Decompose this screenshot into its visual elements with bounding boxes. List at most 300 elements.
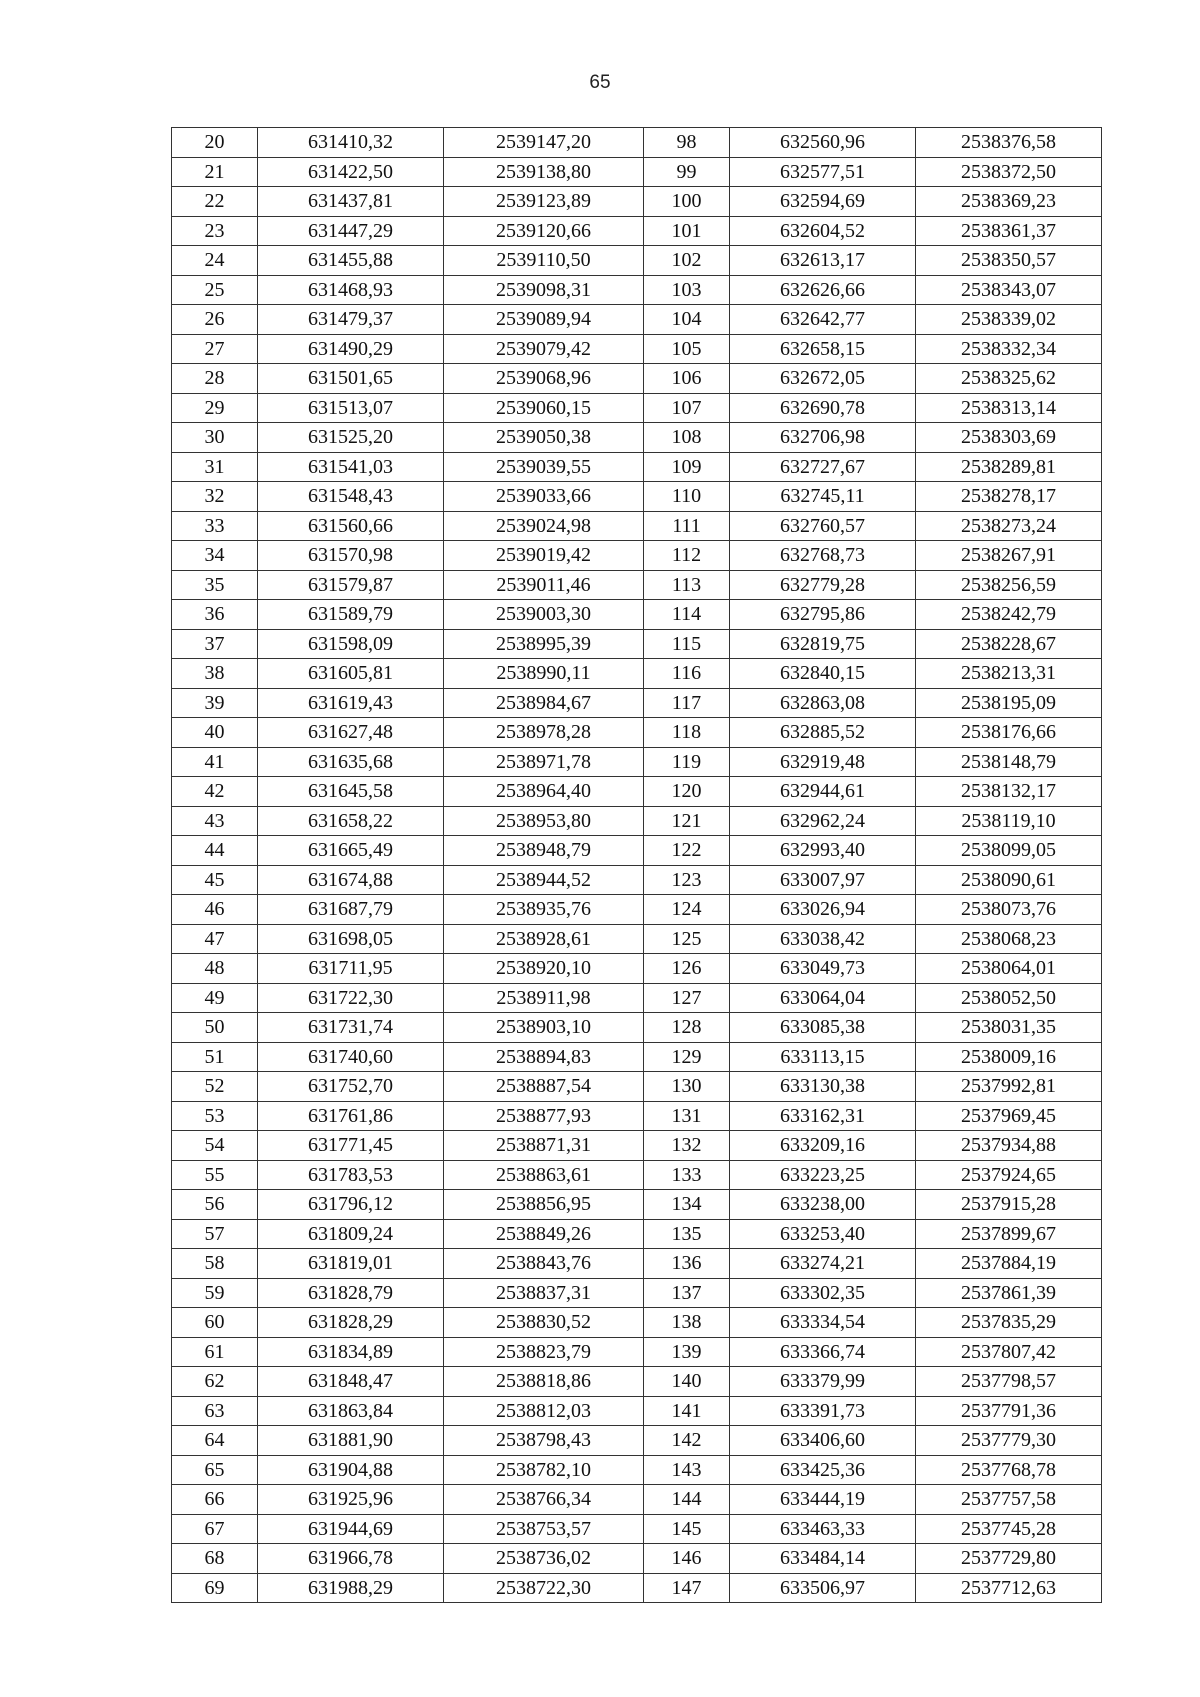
x-coordinate-left-cell: 631579,87 bbox=[258, 570, 444, 600]
y-coordinate-right-cell: 2538325,62 bbox=[916, 364, 1102, 394]
y-coordinate-right-cell: 2537915,28 bbox=[916, 1190, 1102, 1220]
y-coordinate-right-cell: 2538372,50 bbox=[916, 157, 1102, 187]
point-number-left-cell: 23 bbox=[172, 216, 258, 246]
y-coordinate-left-cell: 2538849,26 bbox=[444, 1219, 644, 1249]
coordinates-table bbox=[171, 127, 1102, 1603]
point-number-right-cell: 105 bbox=[644, 334, 730, 364]
x-coordinate-right-cell: 633463,33 bbox=[730, 1514, 916, 1544]
table-row bbox=[172, 747, 1102, 777]
point-number-right-cell: 100 bbox=[644, 187, 730, 217]
x-coordinate-left-cell: 631658,22 bbox=[258, 806, 444, 836]
x-coordinate-right-cell: 633444,19 bbox=[730, 1485, 916, 1515]
y-coordinate-right-cell: 2538242,79 bbox=[916, 600, 1102, 630]
x-coordinate-right-cell: 632863,08 bbox=[730, 688, 916, 718]
x-coordinate-left-cell: 631966,78 bbox=[258, 1544, 444, 1574]
y-coordinate-right-cell: 2538376,58 bbox=[916, 128, 1102, 158]
y-coordinate-right-cell: 2537992,81 bbox=[916, 1072, 1102, 1102]
x-coordinate-left-cell: 631819,01 bbox=[258, 1249, 444, 1279]
y-coordinate-right-cell: 2538064,01 bbox=[916, 954, 1102, 984]
x-coordinate-right-cell: 633223,25 bbox=[730, 1160, 916, 1190]
y-coordinate-right-cell: 2538099,05 bbox=[916, 836, 1102, 866]
x-coordinate-left-cell: 631834,89 bbox=[258, 1337, 444, 1367]
table-row bbox=[172, 1101, 1102, 1131]
y-coordinate-right-cell: 2537768,78 bbox=[916, 1455, 1102, 1485]
table-row bbox=[172, 157, 1102, 187]
x-coordinate-right-cell: 633379,99 bbox=[730, 1367, 916, 1397]
y-coordinate-left-cell: 2538984,67 bbox=[444, 688, 644, 718]
x-coordinate-right-cell: 633026,94 bbox=[730, 895, 916, 925]
y-coordinate-left-cell: 2538948,79 bbox=[444, 836, 644, 866]
point-number-right-cell: 146 bbox=[644, 1544, 730, 1574]
point-number-left-cell: 56 bbox=[172, 1190, 258, 1220]
y-coordinate-right-cell: 2537791,36 bbox=[916, 1396, 1102, 1426]
y-coordinate-left-cell: 2539024,98 bbox=[444, 511, 644, 541]
y-coordinate-left-cell: 2538782,10 bbox=[444, 1455, 644, 1485]
x-coordinate-left-cell: 631560,66 bbox=[258, 511, 444, 541]
point-number-left-cell: 33 bbox=[172, 511, 258, 541]
table-row bbox=[172, 1308, 1102, 1338]
y-coordinate-left-cell: 2538971,78 bbox=[444, 747, 644, 777]
y-coordinate-right-cell: 2538273,24 bbox=[916, 511, 1102, 541]
y-coordinate-right-cell: 2538267,91 bbox=[916, 541, 1102, 571]
y-coordinate-left-cell: 2539039,55 bbox=[444, 452, 644, 482]
y-coordinate-left-cell: 2538964,40 bbox=[444, 777, 644, 807]
x-coordinate-right-cell: 633085,38 bbox=[730, 1013, 916, 1043]
y-coordinate-right-cell: 2537745,28 bbox=[916, 1514, 1102, 1544]
x-coordinate-right-cell: 633425,36 bbox=[730, 1455, 916, 1485]
point-number-left-cell: 65 bbox=[172, 1455, 258, 1485]
table-row bbox=[172, 1337, 1102, 1367]
point-number-right-cell: 119 bbox=[644, 747, 730, 777]
point-number-right-cell: 116 bbox=[644, 659, 730, 689]
point-number-left-cell: 48 bbox=[172, 954, 258, 984]
y-coordinate-left-cell: 2538935,76 bbox=[444, 895, 644, 925]
y-coordinate-left-cell: 2538837,31 bbox=[444, 1278, 644, 1308]
point-number-right-cell: 112 bbox=[644, 541, 730, 571]
y-coordinate-right-cell: 2537924,65 bbox=[916, 1160, 1102, 1190]
x-coordinate-left-cell: 631848,47 bbox=[258, 1367, 444, 1397]
y-coordinate-right-cell: 2537712,63 bbox=[916, 1573, 1102, 1603]
x-coordinate-right-cell: 633209,16 bbox=[730, 1131, 916, 1161]
x-coordinate-right-cell: 633049,73 bbox=[730, 954, 916, 984]
point-number-left-cell: 31 bbox=[172, 452, 258, 482]
x-coordinate-left-cell: 631619,43 bbox=[258, 688, 444, 718]
y-coordinate-left-cell: 2538990,11 bbox=[444, 659, 644, 689]
x-coordinate-left-cell: 631410,32 bbox=[258, 128, 444, 158]
y-coordinate-right-cell: 2537934,88 bbox=[916, 1131, 1102, 1161]
x-coordinate-left-cell: 631627,48 bbox=[258, 718, 444, 748]
x-coordinate-right-cell: 632919,48 bbox=[730, 747, 916, 777]
point-number-right-cell: 117 bbox=[644, 688, 730, 718]
point-number-right-cell: 126 bbox=[644, 954, 730, 984]
x-coordinate-left-cell: 631925,96 bbox=[258, 1485, 444, 1515]
point-number-right-cell: 130 bbox=[644, 1072, 730, 1102]
point-number-left-cell: 30 bbox=[172, 423, 258, 453]
x-coordinate-right-cell: 632760,57 bbox=[730, 511, 916, 541]
point-number-left-cell: 28 bbox=[172, 364, 258, 394]
x-coordinate-left-cell: 631674,88 bbox=[258, 865, 444, 895]
point-number-left-cell: 50 bbox=[172, 1013, 258, 1043]
y-coordinate-left-cell: 2539003,30 bbox=[444, 600, 644, 630]
table-row bbox=[172, 777, 1102, 807]
y-coordinate-right-cell: 2538009,16 bbox=[916, 1042, 1102, 1072]
table-row bbox=[172, 629, 1102, 659]
table-row bbox=[172, 1544, 1102, 1574]
table-row bbox=[172, 1485, 1102, 1515]
point-number-right-cell: 103 bbox=[644, 275, 730, 305]
x-coordinate-right-cell: 633302,35 bbox=[730, 1278, 916, 1308]
x-coordinate-left-cell: 631783,53 bbox=[258, 1160, 444, 1190]
point-number-left-cell: 62 bbox=[172, 1367, 258, 1397]
x-coordinate-right-cell: 632768,73 bbox=[730, 541, 916, 571]
y-coordinate-left-cell: 2539089,94 bbox=[444, 305, 644, 335]
x-coordinate-right-cell: 632819,75 bbox=[730, 629, 916, 659]
point-number-right-cell: 110 bbox=[644, 482, 730, 512]
y-coordinate-right-cell: 2538068,23 bbox=[916, 924, 1102, 954]
y-coordinate-right-cell: 2538313,14 bbox=[916, 393, 1102, 423]
point-number-right-cell: 137 bbox=[644, 1278, 730, 1308]
table-row bbox=[172, 275, 1102, 305]
x-coordinate-left-cell: 631944,69 bbox=[258, 1514, 444, 1544]
y-coordinate-right-cell: 2538228,67 bbox=[916, 629, 1102, 659]
y-coordinate-right-cell: 2538073,76 bbox=[916, 895, 1102, 925]
point-number-right-cell: 128 bbox=[644, 1013, 730, 1043]
table-row bbox=[172, 393, 1102, 423]
y-coordinate-right-cell: 2538303,69 bbox=[916, 423, 1102, 453]
table-row bbox=[172, 364, 1102, 394]
point-number-left-cell: 43 bbox=[172, 806, 258, 836]
point-number-right-cell: 131 bbox=[644, 1101, 730, 1131]
y-coordinate-right-cell: 2537884,19 bbox=[916, 1249, 1102, 1279]
y-coordinate-left-cell: 2539050,38 bbox=[444, 423, 644, 453]
y-coordinate-right-cell: 2538256,59 bbox=[916, 570, 1102, 600]
table-row bbox=[172, 1426, 1102, 1456]
x-coordinate-right-cell: 633064,04 bbox=[730, 983, 916, 1013]
y-coordinate-right-cell: 2538119,10 bbox=[916, 806, 1102, 836]
x-coordinate-left-cell: 631711,95 bbox=[258, 954, 444, 984]
x-coordinate-right-cell: 632613,17 bbox=[730, 246, 916, 276]
point-number-left-cell: 42 bbox=[172, 777, 258, 807]
point-number-right-cell: 134 bbox=[644, 1190, 730, 1220]
x-coordinate-right-cell: 632642,77 bbox=[730, 305, 916, 335]
x-coordinate-left-cell: 631598,09 bbox=[258, 629, 444, 659]
point-number-left-cell: 58 bbox=[172, 1249, 258, 1279]
point-number-left-cell: 57 bbox=[172, 1219, 258, 1249]
y-coordinate-left-cell: 2538953,80 bbox=[444, 806, 644, 836]
table-row bbox=[172, 1042, 1102, 1072]
x-coordinate-left-cell: 631761,86 bbox=[258, 1101, 444, 1131]
point-number-left-cell: 46 bbox=[172, 895, 258, 925]
point-number-left-cell: 39 bbox=[172, 688, 258, 718]
y-coordinate-left-cell: 2538856,95 bbox=[444, 1190, 644, 1220]
x-coordinate-left-cell: 631635,68 bbox=[258, 747, 444, 777]
point-number-left-cell: 54 bbox=[172, 1131, 258, 1161]
x-coordinate-right-cell: 632690,78 bbox=[730, 393, 916, 423]
x-coordinate-right-cell: 632706,98 bbox=[730, 423, 916, 453]
x-coordinate-left-cell: 631752,70 bbox=[258, 1072, 444, 1102]
y-coordinate-right-cell: 2538289,81 bbox=[916, 452, 1102, 482]
table-row bbox=[172, 1190, 1102, 1220]
y-coordinate-left-cell: 2538843,76 bbox=[444, 1249, 644, 1279]
table-row bbox=[172, 983, 1102, 1013]
y-coordinate-right-cell: 2537798,57 bbox=[916, 1367, 1102, 1397]
y-coordinate-left-cell: 2539147,20 bbox=[444, 128, 644, 158]
table-row bbox=[172, 806, 1102, 836]
table-row bbox=[172, 187, 1102, 217]
y-coordinate-left-cell: 2539110,50 bbox=[444, 246, 644, 276]
point-number-right-cell: 147 bbox=[644, 1573, 730, 1603]
x-coordinate-left-cell: 631665,49 bbox=[258, 836, 444, 866]
table-body bbox=[172, 128, 1102, 1603]
point-number-left-cell: 68 bbox=[172, 1544, 258, 1574]
point-number-right-cell: 109 bbox=[644, 452, 730, 482]
point-number-right-cell: 113 bbox=[644, 570, 730, 600]
point-number-left-cell: 27 bbox=[172, 334, 258, 364]
x-coordinate-right-cell: 632962,24 bbox=[730, 806, 916, 836]
point-number-right-cell: 106 bbox=[644, 364, 730, 394]
point-number-right-cell: 141 bbox=[644, 1396, 730, 1426]
table-row bbox=[172, 452, 1102, 482]
point-number-right-cell: 99 bbox=[644, 157, 730, 187]
x-coordinate-right-cell: 632795,86 bbox=[730, 600, 916, 630]
x-coordinate-left-cell: 631605,81 bbox=[258, 659, 444, 689]
x-coordinate-right-cell: 632727,67 bbox=[730, 452, 916, 482]
x-coordinate-left-cell: 631513,07 bbox=[258, 393, 444, 423]
point-number-left-cell: 40 bbox=[172, 718, 258, 748]
point-number-left-cell: 24 bbox=[172, 246, 258, 276]
x-coordinate-right-cell: 632672,05 bbox=[730, 364, 916, 394]
y-coordinate-left-cell: 2539138,80 bbox=[444, 157, 644, 187]
x-coordinate-right-cell: 632560,96 bbox=[730, 128, 916, 158]
x-coordinate-left-cell: 631722,30 bbox=[258, 983, 444, 1013]
x-coordinate-right-cell: 632604,52 bbox=[730, 216, 916, 246]
table-row bbox=[172, 1514, 1102, 1544]
x-coordinate-right-cell: 632658,15 bbox=[730, 334, 916, 364]
x-coordinate-right-cell: 632626,66 bbox=[730, 275, 916, 305]
table-row bbox=[172, 1573, 1102, 1603]
table-row bbox=[172, 1367, 1102, 1397]
x-coordinate-right-cell: 633366,74 bbox=[730, 1337, 916, 1367]
x-coordinate-left-cell: 631589,79 bbox=[258, 600, 444, 630]
y-coordinate-right-cell: 2538148,79 bbox=[916, 747, 1102, 777]
point-number-left-cell: 44 bbox=[172, 836, 258, 866]
table-row bbox=[172, 216, 1102, 246]
table-row bbox=[172, 511, 1102, 541]
x-coordinate-left-cell: 631731,74 bbox=[258, 1013, 444, 1043]
x-coordinate-right-cell: 632577,51 bbox=[730, 157, 916, 187]
y-coordinate-right-cell: 2538031,35 bbox=[916, 1013, 1102, 1043]
x-coordinate-left-cell: 631771,45 bbox=[258, 1131, 444, 1161]
point-number-left-cell: 61 bbox=[172, 1337, 258, 1367]
y-coordinate-left-cell: 2539011,46 bbox=[444, 570, 644, 600]
x-coordinate-left-cell: 631422,50 bbox=[258, 157, 444, 187]
y-coordinate-right-cell: 2537899,67 bbox=[916, 1219, 1102, 1249]
x-coordinate-right-cell: 633130,38 bbox=[730, 1072, 916, 1102]
point-number-left-cell: 34 bbox=[172, 541, 258, 571]
y-coordinate-left-cell: 2539098,31 bbox=[444, 275, 644, 305]
point-number-right-cell: 138 bbox=[644, 1308, 730, 1338]
x-coordinate-right-cell: 632885,52 bbox=[730, 718, 916, 748]
y-coordinate-left-cell: 2538887,54 bbox=[444, 1072, 644, 1102]
point-number-left-cell: 52 bbox=[172, 1072, 258, 1102]
table-row bbox=[172, 1219, 1102, 1249]
x-coordinate-left-cell: 631881,90 bbox=[258, 1426, 444, 1456]
table-row bbox=[172, 865, 1102, 895]
table-row bbox=[172, 246, 1102, 276]
y-coordinate-right-cell: 2538052,50 bbox=[916, 983, 1102, 1013]
y-coordinate-left-cell: 2538818,86 bbox=[444, 1367, 644, 1397]
point-number-left-cell: 36 bbox=[172, 600, 258, 630]
y-coordinate-right-cell: 2538332,34 bbox=[916, 334, 1102, 364]
y-coordinate-left-cell: 2538903,10 bbox=[444, 1013, 644, 1043]
x-coordinate-right-cell: 633007,97 bbox=[730, 865, 916, 895]
x-coordinate-left-cell: 631828,29 bbox=[258, 1308, 444, 1338]
y-coordinate-right-cell: 2538132,17 bbox=[916, 777, 1102, 807]
point-number-left-cell: 41 bbox=[172, 747, 258, 777]
y-coordinate-left-cell: 2538871,31 bbox=[444, 1131, 644, 1161]
x-coordinate-right-cell: 633484,14 bbox=[730, 1544, 916, 1574]
y-coordinate-right-cell: 2537757,58 bbox=[916, 1485, 1102, 1515]
table-row bbox=[172, 1131, 1102, 1161]
point-number-left-cell: 26 bbox=[172, 305, 258, 335]
y-coordinate-left-cell: 2538944,52 bbox=[444, 865, 644, 895]
point-number-right-cell: 121 bbox=[644, 806, 730, 836]
table-row bbox=[172, 1396, 1102, 1426]
y-coordinate-left-cell: 2539060,15 bbox=[444, 393, 644, 423]
y-coordinate-left-cell: 2538830,52 bbox=[444, 1308, 644, 1338]
y-coordinate-left-cell: 2538766,34 bbox=[444, 1485, 644, 1515]
y-coordinate-left-cell: 2538928,61 bbox=[444, 924, 644, 954]
y-coordinate-left-cell: 2539123,89 bbox=[444, 187, 644, 217]
x-coordinate-left-cell: 631525,20 bbox=[258, 423, 444, 453]
y-coordinate-right-cell: 2538195,09 bbox=[916, 688, 1102, 718]
x-coordinate-right-cell: 633038,42 bbox=[730, 924, 916, 954]
table-row bbox=[172, 924, 1102, 954]
point-number-right-cell: 107 bbox=[644, 393, 730, 423]
y-coordinate-left-cell: 2538736,02 bbox=[444, 1544, 644, 1574]
x-coordinate-right-cell: 633506,97 bbox=[730, 1573, 916, 1603]
point-number-right-cell: 124 bbox=[644, 895, 730, 925]
point-number-left-cell: 47 bbox=[172, 924, 258, 954]
point-number-right-cell: 122 bbox=[644, 836, 730, 866]
table-row bbox=[172, 1278, 1102, 1308]
point-number-left-cell: 37 bbox=[172, 629, 258, 659]
y-coordinate-left-cell: 2538798,43 bbox=[444, 1426, 644, 1456]
y-coordinate-right-cell: 2537779,30 bbox=[916, 1426, 1102, 1456]
y-coordinate-right-cell: 2538361,37 bbox=[916, 216, 1102, 246]
y-coordinate-left-cell: 2538894,83 bbox=[444, 1042, 644, 1072]
point-number-right-cell: 133 bbox=[644, 1160, 730, 1190]
point-number-left-cell: 20 bbox=[172, 128, 258, 158]
y-coordinate-left-cell: 2538753,57 bbox=[444, 1514, 644, 1544]
point-number-left-cell: 38 bbox=[172, 659, 258, 689]
y-coordinate-left-cell: 2538877,93 bbox=[444, 1101, 644, 1131]
x-coordinate-left-cell: 631455,88 bbox=[258, 246, 444, 276]
x-coordinate-left-cell: 631437,81 bbox=[258, 187, 444, 217]
y-coordinate-right-cell: 2538213,31 bbox=[916, 659, 1102, 689]
x-coordinate-right-cell: 632594,69 bbox=[730, 187, 916, 217]
x-coordinate-left-cell: 631904,88 bbox=[258, 1455, 444, 1485]
x-coordinate-right-cell: 633162,31 bbox=[730, 1101, 916, 1131]
x-coordinate-right-cell: 632840,15 bbox=[730, 659, 916, 689]
table-row bbox=[172, 1160, 1102, 1190]
x-coordinate-left-cell: 631541,03 bbox=[258, 452, 444, 482]
x-coordinate-right-cell: 633391,73 bbox=[730, 1396, 916, 1426]
y-coordinate-right-cell: 2538176,66 bbox=[916, 718, 1102, 748]
x-coordinate-left-cell: 631809,24 bbox=[258, 1219, 444, 1249]
y-coordinate-left-cell: 2538920,10 bbox=[444, 954, 644, 984]
y-coordinate-right-cell: 2538369,23 bbox=[916, 187, 1102, 217]
y-coordinate-left-cell: 2538995,39 bbox=[444, 629, 644, 659]
point-number-right-cell: 143 bbox=[644, 1455, 730, 1485]
x-coordinate-left-cell: 631468,93 bbox=[258, 275, 444, 305]
table-row bbox=[172, 836, 1102, 866]
x-coordinate-right-cell: 633406,60 bbox=[730, 1426, 916, 1456]
point-number-right-cell: 136 bbox=[644, 1249, 730, 1279]
y-coordinate-left-cell: 2539033,66 bbox=[444, 482, 644, 512]
point-number-right-cell: 145 bbox=[644, 1514, 730, 1544]
y-coordinate-right-cell: 2537729,80 bbox=[916, 1544, 1102, 1574]
x-coordinate-right-cell: 632944,61 bbox=[730, 777, 916, 807]
x-coordinate-left-cell: 631570,98 bbox=[258, 541, 444, 571]
y-coordinate-left-cell: 2538978,28 bbox=[444, 718, 644, 748]
table-row bbox=[172, 688, 1102, 718]
y-coordinate-right-cell: 2538090,61 bbox=[916, 865, 1102, 895]
x-coordinate-left-cell: 631698,05 bbox=[258, 924, 444, 954]
y-coordinate-right-cell: 2538278,17 bbox=[916, 482, 1102, 512]
x-coordinate-left-cell: 631687,79 bbox=[258, 895, 444, 925]
y-coordinate-right-cell: 2538343,07 bbox=[916, 275, 1102, 305]
point-number-right-cell: 144 bbox=[644, 1485, 730, 1515]
table-row bbox=[172, 1249, 1102, 1279]
point-number-left-cell: 64 bbox=[172, 1426, 258, 1456]
table-row bbox=[172, 1455, 1102, 1485]
x-coordinate-left-cell: 631447,29 bbox=[258, 216, 444, 246]
x-coordinate-left-cell: 631479,37 bbox=[258, 305, 444, 335]
y-coordinate-left-cell: 2538722,30 bbox=[444, 1573, 644, 1603]
x-coordinate-left-cell: 631501,65 bbox=[258, 364, 444, 394]
y-coordinate-right-cell: 2537807,42 bbox=[916, 1337, 1102, 1367]
x-coordinate-right-cell: 633274,21 bbox=[730, 1249, 916, 1279]
point-number-right-cell: 118 bbox=[644, 718, 730, 748]
point-number-right-cell: 115 bbox=[644, 629, 730, 659]
y-coordinate-right-cell: 2537969,45 bbox=[916, 1101, 1102, 1131]
x-coordinate-right-cell: 633253,40 bbox=[730, 1219, 916, 1249]
point-number-right-cell: 129 bbox=[644, 1042, 730, 1072]
point-number-right-cell: 101 bbox=[644, 216, 730, 246]
point-number-right-cell: 102 bbox=[644, 246, 730, 276]
y-coordinate-left-cell: 2538911,98 bbox=[444, 983, 644, 1013]
point-number-right-cell: 127 bbox=[644, 983, 730, 1013]
point-number-left-cell: 53 bbox=[172, 1101, 258, 1131]
table-row bbox=[172, 600, 1102, 630]
point-number-right-cell: 123 bbox=[644, 865, 730, 895]
point-number-left-cell: 29 bbox=[172, 393, 258, 423]
point-number-left-cell: 49 bbox=[172, 983, 258, 1013]
x-coordinate-left-cell: 631863,84 bbox=[258, 1396, 444, 1426]
y-coordinate-left-cell: 2539120,66 bbox=[444, 216, 644, 246]
point-number-left-cell: 21 bbox=[172, 157, 258, 187]
x-coordinate-right-cell: 633334,54 bbox=[730, 1308, 916, 1338]
point-number-right-cell: 114 bbox=[644, 600, 730, 630]
x-coordinate-left-cell: 631828,79 bbox=[258, 1278, 444, 1308]
x-coordinate-left-cell: 631645,58 bbox=[258, 777, 444, 807]
table-row bbox=[172, 570, 1102, 600]
y-coordinate-left-cell: 2539019,42 bbox=[444, 541, 644, 571]
table-row bbox=[172, 482, 1102, 512]
point-number-right-cell: 125 bbox=[644, 924, 730, 954]
point-number-left-cell: 45 bbox=[172, 865, 258, 895]
